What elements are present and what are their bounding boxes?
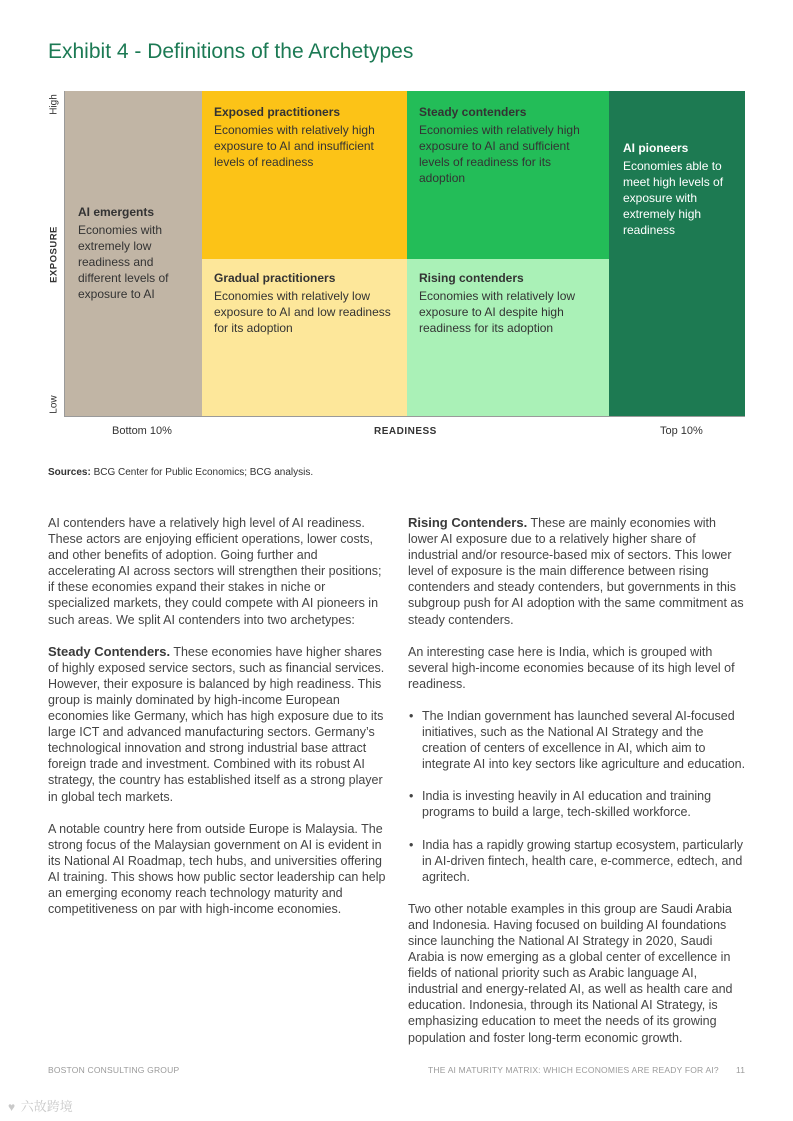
x-axis-line bbox=[64, 416, 745, 417]
x-axis-right-label: Top 10% bbox=[660, 425, 703, 437]
cell-title: Rising contenders bbox=[419, 271, 524, 285]
y-axis-low-label: Low bbox=[48, 395, 60, 414]
paragraph: A notable country here from outside Europe is Malaysia. The strong focus of the Malaysian government on AI is evident in its National AI Roadmap, tech hubs, and universities offering AI training. This shows how public sector leadership can help an emerging economy reach technology maturity and competitiveness on par with high-income economies. bbox=[48, 821, 386, 917]
paragraph bbox=[408, 515, 748, 628]
watermark bbox=[8, 1096, 73, 1115]
x-axis-title: READINESS bbox=[374, 426, 437, 437]
cell-ai-pioneers bbox=[609, 91, 745, 417]
bullet-item: • India has a rapidly growing startup ecosystem, particularly in AI-driven fintech, health care, e-commerce, edtech, and agritech. bbox=[408, 837, 748, 885]
cell-title: AI emergents bbox=[78, 205, 155, 219]
cell-title: AI pioneers bbox=[623, 141, 689, 155]
cell-description: Economies with extremely low readiness and different levels of exposure to AI bbox=[78, 223, 169, 301]
bullet-item: • The Indian government has launched several AI-focused initiatives, such as the National AI Strategy and the creation of centers of excellence in AI, which aim to integrate AI into key sectors like agriculture and education. bbox=[408, 708, 748, 772]
bullet-list bbox=[408, 708, 748, 885]
cell-description: Economies with relatively high exposure to AI and insufficient levels of readiness bbox=[214, 123, 375, 169]
archetype-matrix bbox=[65, 91, 745, 417]
section-heading: Steady Contenders. bbox=[48, 643, 171, 659]
section-heading: Rising Contenders. bbox=[408, 515, 528, 530]
footer-publisher: BOSTON CONSULTING GROUP bbox=[48, 1065, 180, 1075]
cell-title: Steady contenders bbox=[419, 105, 527, 119]
right-column bbox=[408, 515, 748, 1062]
paragraph-text: These are mainly economies with lower AI exposure due to a relatively higher share of industrial and/or resource-based mix of sectors. This lower level of exposure is the main difference between rising contenders and steady contenders, but governments in this subgroup push for AI adoption with the same commitment as steady contenders. bbox=[408, 516, 744, 627]
cell-description: Economies with relatively low exposure to AI and low readiness for its adoption bbox=[214, 289, 391, 335]
cell-exposed-practitioners bbox=[202, 91, 407, 259]
left-column bbox=[48, 515, 388, 933]
cell-description: Economies able to meet high levels of exposure with extremely high readiness bbox=[623, 159, 724, 237]
page-number: 11 bbox=[736, 1065, 746, 1075]
watermark-text: 六故跨境 bbox=[20, 1099, 73, 1114]
cell-steady-contenders bbox=[407, 91, 609, 259]
x-axis-left-label: Bottom 10% bbox=[112, 425, 172, 437]
sources-text: BCG Center for Public Economics; BCG analysis. bbox=[93, 467, 314, 478]
footer-report-title: THE AI MATURITY MATRIX: WHICH ECONOMIES ARE READY FOR AI? bbox=[428, 1065, 719, 1075]
cell-title: Gradual practitioners bbox=[214, 271, 336, 285]
paragraph bbox=[48, 644, 388, 805]
exhibit-title: Exhibit 4 - Definitions of the Archetypes bbox=[48, 40, 414, 63]
y-axis-line bbox=[64, 91, 65, 417]
paragraph: An interesting case here is India, which is grouped with several high-income economies because of its high level of readiness. bbox=[408, 644, 735, 691]
y-axis-title: EXPOSURE bbox=[48, 226, 60, 283]
sources-note bbox=[48, 467, 313, 478]
cell-description: Economies with relatively low exposure to AI despite high readiness for its adoption bbox=[419, 289, 576, 335]
watermark-logo-icon: ♥ bbox=[8, 1100, 16, 1114]
y-axis-high-label: High bbox=[48, 94, 60, 115]
paragraph-text: These economies have higher shares of highly exposed service sectors, such as financial services. However, their exposure is balanced by high readiness. This group is mainly dominated by high-income European economies like Germany, which has high exposure due to its large ICT and advanced manufacturing sectors. Germany’s technological innovation and strong industrial base attract foreign trade and investment. Combined with its robust AI strategy, the country has established itself as a strong player in global tech markets. bbox=[48, 644, 385, 804]
cell-gradual-practitioners bbox=[202, 259, 407, 417]
cell-title: Exposed practitioners bbox=[214, 105, 341, 119]
paragraph: Two other notable examples in this group are Saudi Arabia and Indonesia. Having focused on building AI foundations since launching the National AI Strategy in 2020, Saudi Arabia is now emerging as a global center of excellence in fields of national priority such as Arabic language AI, industrial and energy-related AI, as well as health care and education. Indonesia, through its National AI Strategy, is emphasizing education to meet the needs of its growing population and foster long-term economic growth. bbox=[408, 901, 733, 1045]
paragraph: AI contenders have a relatively high level of AI readiness. These actors are enjoying efficient operations, lower costs, and other benefits of adoption. Going further and accelerating AI across sectors will strengthen their positions; if these economies expand their stakes in niche or specialized markets, they could compete with AI pioneers in such areas. We split AI contenders into two archetypes: bbox=[48, 516, 382, 627]
cell-rising-contenders bbox=[407, 259, 609, 417]
cell-ai-emergents bbox=[65, 91, 202, 417]
cell-description: Economies with relatively high exposure to AI and sufficient levels of readiness for its adoption bbox=[419, 123, 580, 185]
sources-label: Sources: bbox=[48, 467, 91, 478]
bullet-item: • India is investing heavily in AI education and training programs to build a large, tech-skilled workforce. bbox=[408, 788, 748, 820]
